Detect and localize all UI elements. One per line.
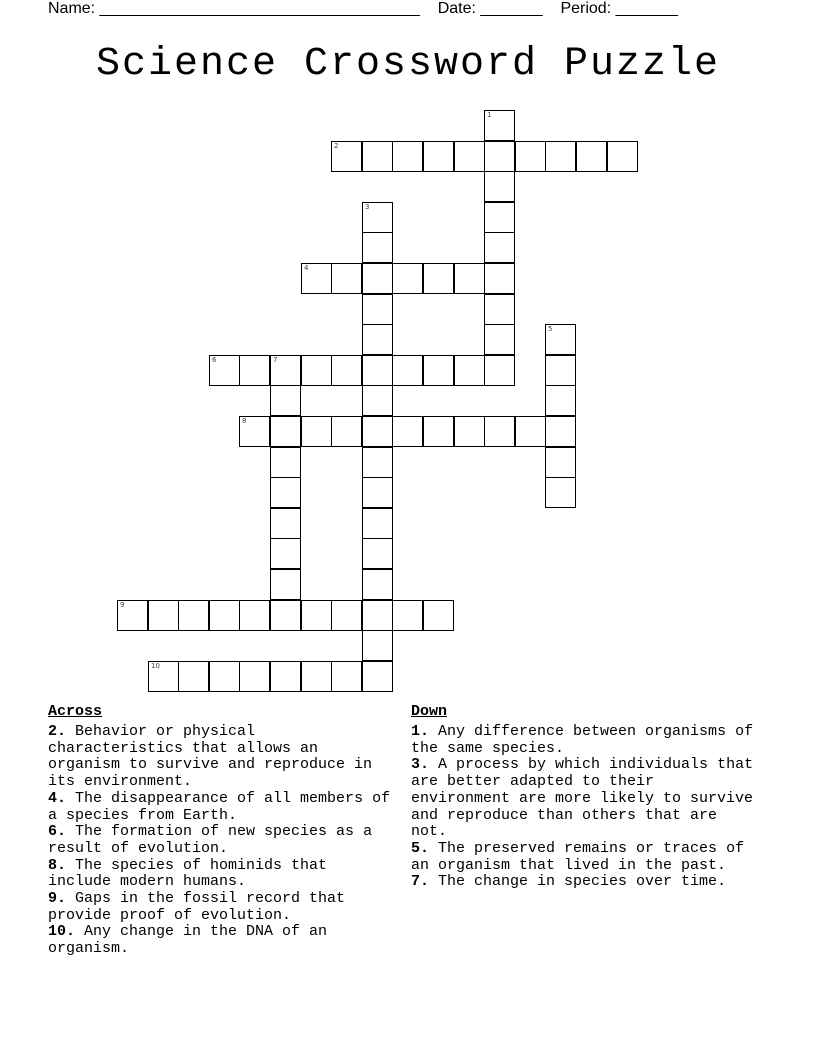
grid-cell[interactable] <box>484 232 515 263</box>
grid-cell[interactable] <box>270 600 301 631</box>
grid-cell[interactable] <box>362 294 393 325</box>
grid-cell[interactable] <box>270 477 301 508</box>
grid-cell[interactable] <box>270 538 301 569</box>
grid-cell[interactable] <box>545 324 576 355</box>
grid-cell[interactable] <box>484 110 515 141</box>
grid-cell[interactable] <box>178 600 209 631</box>
grid-cell[interactable] <box>484 171 515 202</box>
grid-cell[interactable] <box>423 355 454 386</box>
down-clue: 7. The change in species over time. <box>411 873 727 891</box>
across-clue: 8. The species of hominids that include modern humans. <box>48 856 328 891</box>
clue-number: 10 <box>151 662 160 670</box>
grid-cell[interactable] <box>117 600 148 631</box>
grid-cell[interactable] <box>392 355 423 386</box>
grid-cell[interactable] <box>484 294 515 325</box>
grid-cell[interactable] <box>209 355 240 386</box>
grid-cell[interactable] <box>362 263 393 294</box>
grid-cell[interactable] <box>148 600 179 631</box>
grid-cell[interactable] <box>331 600 362 631</box>
down-clues <box>411 703 756 891</box>
grid-cell[interactable] <box>301 661 332 692</box>
grid-cell[interactable] <box>423 600 454 631</box>
grid-cell[interactable] <box>331 141 362 172</box>
grid-cell[interactable] <box>270 355 301 386</box>
grid-cell[interactable] <box>239 661 270 692</box>
grid-cell[interactable] <box>148 661 179 692</box>
clue-number: 3 <box>365 203 370 211</box>
clue-number: 8 <box>242 417 247 425</box>
grid-cell[interactable] <box>362 324 393 355</box>
across-clue-list <box>48 724 393 958</box>
across-clue: 4. The disappearance of all members of a species from Earth. <box>48 789 391 824</box>
across-clues <box>48 703 393 958</box>
grid-cell[interactable] <box>454 263 485 294</box>
grid-cell[interactable] <box>576 141 607 172</box>
grid-cell[interactable] <box>545 477 576 508</box>
grid-cell[interactable] <box>362 385 393 416</box>
grid-cell[interactable] <box>545 447 576 478</box>
clue-number: 7 <box>273 356 278 364</box>
grid-cell[interactable] <box>301 263 332 294</box>
grid-cell[interactable] <box>545 355 576 386</box>
grid-cell[interactable] <box>270 416 301 447</box>
across-clue: 9. Gaps in the fossil record that provide proof of evolution. <box>48 890 346 924</box>
grid-cell[interactable] <box>362 141 393 172</box>
across-clue: 6. The formation of new species as a result of evolution. <box>48 823 373 857</box>
grid-cell[interactable] <box>270 385 301 416</box>
page-title: Science Crossword Puzzle <box>95 42 721 87</box>
grid-cell[interactable] <box>545 385 576 416</box>
grid-cell[interactable] <box>362 600 393 631</box>
across-heading: Across <box>48 703 103 720</box>
grid-cell[interactable] <box>209 661 240 692</box>
grid-cell[interactable] <box>301 355 332 386</box>
grid-cell[interactable] <box>423 141 454 172</box>
grid-cell[interactable] <box>178 661 209 692</box>
grid-cell[interactable] <box>484 355 515 386</box>
grid-cell[interactable] <box>545 416 576 447</box>
grid-cell[interactable] <box>362 477 393 508</box>
down-clue: 1. Any difference between organisms of the same species. <box>411 723 754 757</box>
grid-cell[interactable] <box>362 538 393 569</box>
grid-cell[interactable] <box>362 569 393 600</box>
grid-cell[interactable] <box>484 202 515 233</box>
clue-number: 9 <box>120 601 125 609</box>
down-heading: Down <box>411 703 448 720</box>
grid-cell[interactable] <box>301 416 332 447</box>
grid-cell[interactable] <box>454 416 485 447</box>
clue-number: 5 <box>548 325 553 333</box>
grid-cell[interactable] <box>362 661 393 692</box>
grid-cell[interactable] <box>515 141 546 172</box>
grid-cell[interactable] <box>362 232 393 263</box>
grid-cell[interactable] <box>484 324 515 355</box>
down-clue: 3. A process by which individuals that are better adapted to their environment are more likely to survive and reproduce than others that are not. <box>411 756 754 841</box>
across-clue: 10. Any change in the DNA of an organism. <box>48 923 328 958</box>
grid-cell[interactable] <box>392 600 423 631</box>
grid-cell[interactable] <box>331 355 362 386</box>
grid-cell[interactable] <box>454 355 485 386</box>
grid-cell[interactable] <box>362 508 393 539</box>
grid-cell[interactable] <box>331 263 362 294</box>
grid-cell[interactable] <box>239 355 270 386</box>
grid-cell[interactable] <box>362 416 393 447</box>
grid-cell[interactable] <box>362 447 393 478</box>
clue-number: 2 <box>334 142 339 150</box>
grid-cell[interactable] <box>454 141 485 172</box>
name-date-period-line: Name: ____________________________________ Date: _______ Period: _______ <box>48 0 678 17</box>
down-clue: 5. The preserved remains or traces of an organism that lived in the past. <box>411 839 745 874</box>
clue-number: 1 <box>487 111 492 119</box>
grid-cell[interactable] <box>392 141 423 172</box>
grid-cell[interactable] <box>209 600 240 631</box>
grid-cell[interactable] <box>270 447 301 478</box>
grid-cell[interactable] <box>362 355 393 386</box>
grid-cell[interactable] <box>423 263 454 294</box>
down-clue-list <box>411 724 756 891</box>
grid-cell[interactable] <box>545 141 576 172</box>
grid-cell[interactable] <box>270 508 301 539</box>
grid-cell[interactable] <box>484 416 515 447</box>
clue-number: 6 <box>212 356 217 364</box>
grid-cell[interactable] <box>362 630 393 661</box>
clue-number: 4 <box>304 264 309 272</box>
grid-cell[interactable] <box>331 661 362 692</box>
grid-cell[interactable] <box>331 416 362 447</box>
grid-cell[interactable] <box>515 416 546 447</box>
grid-cell[interactable] <box>392 263 423 294</box>
grid-cell[interactable] <box>484 263 515 294</box>
grid-cell[interactable] <box>423 416 454 447</box>
grid-cell[interactable] <box>484 141 515 172</box>
across-clue: 2. Behavior or physical characteristics that allows an organism to survive and reproduce in its environment. <box>48 723 373 791</box>
grid-cell[interactable] <box>270 661 301 692</box>
grid-cell[interactable] <box>362 202 393 233</box>
grid-cell[interactable] <box>392 416 423 447</box>
grid-cell[interactable] <box>301 600 332 631</box>
grid-cell[interactable] <box>607 141 638 172</box>
grid-cell[interactable] <box>239 416 270 447</box>
grid-cell[interactable] <box>239 600 270 631</box>
grid-cell[interactable] <box>270 569 301 600</box>
